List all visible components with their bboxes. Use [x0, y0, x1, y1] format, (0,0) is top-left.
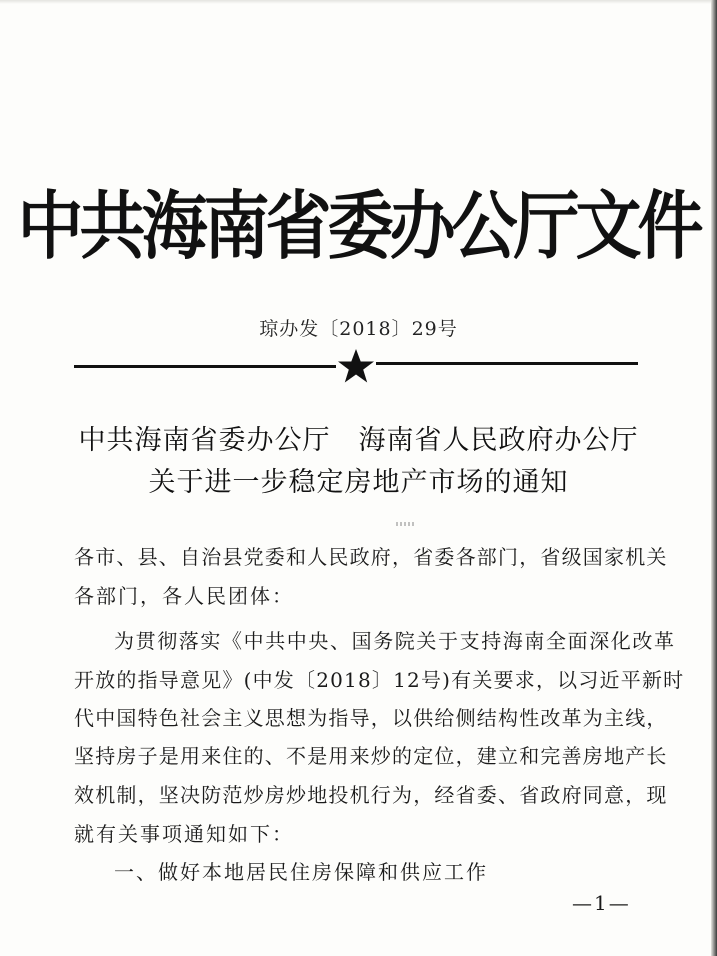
body-line: 开放的指导意见》(中发〔2018〕12号)有关要求，以习近平新时: [74, 668, 685, 692]
page-number: —1—: [572, 891, 631, 915]
document-number: 琼办发〔2018〕29号: [259, 318, 458, 340]
notice-title-line-1: 中共海南省委办公厅 海南省人民政府办公厅: [78, 425, 639, 456]
body-line: 各市、县、自治县党委和人民政府，省委各部门，省级国家机关: [74, 545, 668, 569]
page-shadow: [0, 0, 717, 4]
body-line: 效机制，坚决防范炒房炒地投机行为，经省委、省政府同意，现: [74, 783, 668, 807]
red-header-rule-left: [74, 365, 336, 368]
body-line: 坚持房子是用来住的、不是用来炒的定位，建立和完善房地产长: [74, 744, 668, 768]
body-line: 各部门，各人民团体：: [74, 584, 294, 608]
star-icon: [336, 346, 376, 386]
section-heading: 一、做好本地居民住房保障和供应工作: [114, 860, 488, 884]
document-masthead: 中共海南省委办公厅文件: [17, 183, 700, 270]
body-line: 代中国特色社会主义思想为指导，以供给侧结构性改革为主线，: [74, 706, 668, 730]
body-line: 就有关事项通知如下：: [74, 822, 294, 846]
body-line: 为贯彻落实《中共中央、国务院关于支持海南全面深化改革: [114, 629, 676, 653]
red-header-rule-right: [376, 362, 638, 365]
scan-speck: [396, 522, 414, 526]
notice-title-line-2: 关于进一步稳定房地产市场的通知: [148, 467, 569, 498]
